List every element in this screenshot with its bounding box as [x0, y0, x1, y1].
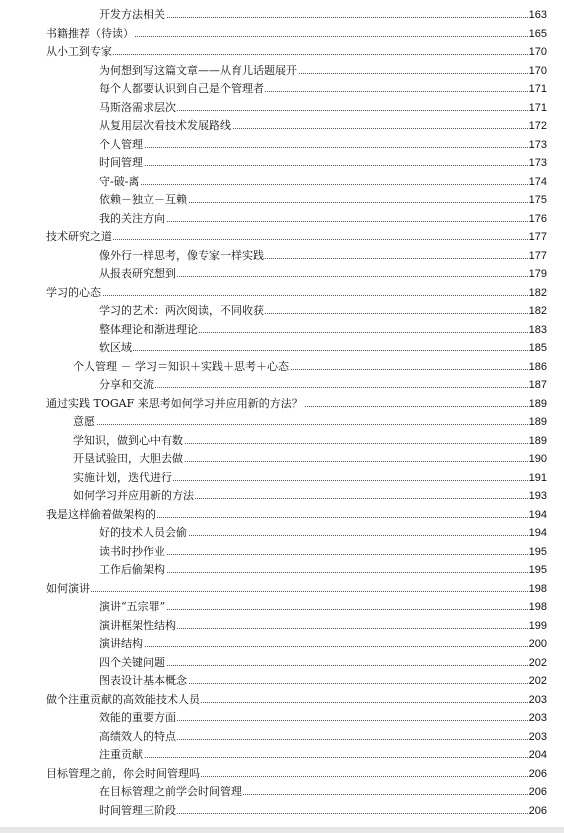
toc-entry-title[interactable]: 通过实践 TOGAF 来思考如何学习并应用新的方法？	[46, 395, 304, 414]
toc-entry[interactable]	[0, 210, 564, 229]
toc-entry-title[interactable]: 开垦试验田，大胆去做	[73, 450, 184, 469]
toc-page-number[interactable]: 183	[528, 321, 547, 340]
toc-dot-leader	[99, 757, 540, 758]
toc-page-number[interactable]: 182	[528, 302, 547, 321]
toc-entry-title[interactable]: 时间管理	[99, 154, 144, 173]
toc-entry-title[interactable]: 从复用层次看技术发展路线	[99, 117, 232, 136]
toc-entry-title[interactable]: 马斯洛需求层次	[99, 99, 177, 118]
toc-page-number[interactable]: 206	[528, 765, 547, 784]
toc-entry-title[interactable]: 软区域	[99, 339, 133, 358]
toc-page-number[interactable]: 189	[528, 432, 547, 451]
page-bottom-edge	[0, 827, 564, 833]
toc-entry-title[interactable]: 工作后偷架构	[99, 561, 166, 580]
toc-dot-leader	[46, 239, 540, 240]
toc-entry[interactable]	[0, 62, 564, 81]
toc-page-number[interactable]: 187	[528, 376, 547, 395]
toc-entry-title[interactable]: 演讲框架性结构	[99, 617, 177, 636]
toc-entry-title[interactable]: 实施计划，迭代进行	[73, 469, 173, 488]
toc-entry[interactable]	[0, 43, 564, 62]
table-of-contents	[0, 6, 564, 820]
toc-entry-title[interactable]: 我的关注方向	[99, 210, 166, 229]
toc-entry[interactable]	[0, 746, 564, 765]
toc-page-number[interactable]: 171	[528, 80, 547, 99]
toc-entry-title[interactable]: 图表设计基本概念	[99, 672, 188, 691]
toc-entry[interactable]	[0, 117, 564, 136]
toc-entry-title[interactable]: 如何演讲	[46, 580, 91, 599]
toc-entry[interactable]	[0, 413, 564, 432]
toc-entry[interactable]	[0, 302, 564, 321]
toc-page-number[interactable]: 170	[528, 62, 547, 81]
toc-page-number[interactable]: 186	[528, 358, 547, 377]
toc-entry[interactable]	[0, 6, 564, 25]
toc-entry-title[interactable]: 高绩效人的特点	[99, 728, 177, 747]
toc-entry-title[interactable]: 效能的重要方面	[99, 709, 177, 728]
toc-entry[interactable]	[0, 376, 564, 395]
toc-page-number[interactable]: 191	[528, 469, 547, 488]
toc-entry[interactable]	[0, 284, 564, 303]
toc-dot-leader	[99, 646, 540, 647]
toc-page-number[interactable]: 189	[528, 413, 547, 432]
toc-entry-title[interactable]: 在目标管理之前学会时间管理	[99, 783, 243, 802]
toc-page-number[interactable]: 190	[528, 450, 547, 469]
toc-dot-leader	[46, 54, 540, 55]
toc-entry-title[interactable]: 为何想到写这篇文章——从育儿话题展开	[99, 62, 298, 81]
toc-entry[interactable]	[0, 450, 564, 469]
toc-page-number[interactable]: 198	[528, 580, 547, 599]
toc-entry-title[interactable]: 个人管理 － 学习＝知识＋实践＋思考＋心态	[73, 358, 290, 377]
toc-dot-leader	[99, 350, 540, 351]
toc-entry[interactable]	[0, 469, 564, 488]
toc-page-number[interactable]: 203	[528, 728, 547, 747]
toc-page-number[interactable]: 171	[528, 99, 547, 118]
toc-entry-title[interactable]: 从小工到专家	[46, 43, 113, 62]
toc-entry[interactable]	[0, 524, 564, 543]
toc-entry[interactable]	[0, 672, 564, 691]
toc-entry[interactable]	[0, 728, 564, 747]
toc-entry-title[interactable]: 每个人都要认识到自己是个管理者	[99, 80, 265, 99]
toc-entry-title[interactable]: 开发方法相关	[99, 6, 166, 25]
toc-entry-title[interactable]: 四个关键问题	[99, 654, 166, 673]
toc-entry[interactable]	[0, 506, 564, 525]
toc-page-number[interactable]: 206	[528, 802, 547, 821]
toc-entry-title[interactable]: 我是这样偷着做架构的	[46, 506, 157, 525]
toc-page-number[interactable]: 175	[528, 191, 547, 210]
toc-entry-title[interactable]: 时间管理三阶段	[99, 802, 177, 821]
toc-page-number[interactable]: 203	[528, 709, 547, 728]
toc-entry[interactable]	[0, 543, 564, 562]
toc-entry[interactable]	[0, 25, 564, 44]
toc-page-number[interactable]: 199	[528, 617, 547, 636]
toc-entry-title[interactable]: 学习的心态	[46, 284, 102, 303]
toc-page-number[interactable]: 198	[528, 598, 547, 617]
toc-entry[interactable]	[0, 395, 564, 414]
toc-entry[interactable]	[0, 765, 564, 784]
toc-entry[interactable]	[0, 617, 564, 636]
toc-entry[interactable]	[0, 709, 564, 728]
toc-entry-title[interactable]: 依赖－独立－互赖	[99, 191, 188, 210]
toc-entry[interactable]	[0, 99, 564, 118]
toc-entry-title[interactable]: 注重贡献	[99, 746, 144, 765]
toc-page-number[interactable]: 195	[528, 543, 547, 562]
toc-page-number[interactable]: 185	[528, 339, 547, 358]
toc-entry-title[interactable]: 整体理论和渐进理论	[99, 321, 199, 340]
toc-entry[interactable]	[0, 265, 564, 284]
toc-entry-title[interactable]: 如何学习并应用新的方法	[73, 487, 195, 506]
toc-page-number[interactable]: 172	[528, 117, 547, 136]
toc-entry[interactable]	[0, 358, 564, 377]
toc-entry[interactable]	[0, 783, 564, 802]
toc-page-number[interactable]: 195	[528, 561, 547, 580]
toc-entry[interactable]	[0, 80, 564, 99]
toc-entry-title[interactable]: 学习的艺术：两次阅读，不同收获	[99, 302, 265, 321]
toc-entry-title[interactable]: 演讲结构	[99, 635, 144, 654]
toc-page-number[interactable]: 182	[528, 284, 547, 303]
toc-entry[interactable]	[0, 432, 564, 451]
toc-dot-leader	[99, 165, 540, 166]
toc-entry[interactable]	[0, 635, 564, 654]
toc-entry-title[interactable]: 分享和交流	[99, 376, 155, 395]
toc-entry-title[interactable]: 演讲“五宗罪”	[99, 598, 166, 617]
toc-dot-leader	[46, 591, 540, 592]
toc-entry-title[interactable]: 意愿	[73, 413, 96, 432]
toc-entry[interactable]	[0, 580, 564, 599]
toc-entry-title[interactable]: 技术研究之道	[46, 228, 113, 247]
toc-page-number[interactable]: 179	[528, 265, 547, 284]
toc-page-number[interactable]: 177	[528, 247, 547, 266]
toc-page-number[interactable]: 206	[528, 783, 547, 802]
toc-entry[interactable]	[0, 136, 564, 155]
toc-entry[interactable]	[0, 228, 564, 247]
toc-page-number[interactable]: 202	[528, 672, 547, 691]
toc-entry-title[interactable]: 学知识，做到心中有数	[73, 432, 184, 451]
toc-dot-leader	[46, 295, 540, 296]
toc-entry-title[interactable]: 个人管理	[99, 136, 144, 155]
toc-entry[interactable]	[0, 247, 564, 266]
toc-entry[interactable]	[0, 561, 564, 580]
toc-page-number[interactable]: 173	[528, 136, 547, 155]
toc-entry-title[interactable]: 像外行一样思考，像专家一样实践	[99, 247, 265, 266]
toc-dot-leader	[73, 424, 540, 425]
toc-page-number[interactable]: 202	[528, 654, 547, 673]
toc-page-number[interactable]: 194	[528, 506, 547, 525]
toc-page-number[interactable]: 163	[528, 6, 547, 25]
toc-entry-title[interactable]: 好的技术人员会偷	[99, 524, 188, 543]
toc-page-number[interactable]: 174	[528, 173, 547, 192]
toc-dot-leader	[99, 387, 540, 388]
toc-page-number[interactable]: 176	[528, 210, 547, 229]
toc-entry[interactable]	[0, 321, 564, 340]
toc-page-number[interactable]: 170	[528, 43, 547, 62]
toc-entry[interactable]	[0, 654, 564, 673]
toc-dot-leader	[99, 147, 540, 148]
toc-page-number[interactable]: 177	[528, 228, 547, 247]
toc-page-number[interactable]: 173	[528, 154, 547, 173]
toc-entry[interactable]	[0, 154, 564, 173]
toc-entry[interactable]	[0, 191, 564, 210]
toc-page-number[interactable]: 204	[528, 746, 547, 765]
toc-entry[interactable]	[0, 173, 564, 192]
toc-entry-title[interactable]: 目标管理之前，你会时间管理吗	[46, 765, 201, 784]
toc-page-number[interactable]: 203	[528, 691, 547, 710]
toc-entry-title[interactable]: 守-破-离	[99, 173, 140, 192]
toc-page-number[interactable]: 193	[528, 487, 547, 506]
toc-entry[interactable]	[0, 598, 564, 617]
toc-dot-leader	[99, 184, 540, 185]
toc-page-number[interactable]: 194	[528, 524, 547, 543]
toc-entry-title[interactable]: 做个注重贡献的高效能技术人员	[46, 691, 201, 710]
toc-entry-title[interactable]: 书籍推荐（待读）	[46, 25, 135, 44]
toc-page-number[interactable]: 165	[528, 25, 547, 44]
toc-page-number[interactable]: 200	[528, 635, 547, 654]
toc-entry[interactable]	[0, 487, 564, 506]
toc-entry[interactable]	[0, 339, 564, 358]
toc-entry[interactable]	[0, 691, 564, 710]
toc-entry-title[interactable]: 读书时抄作业	[99, 543, 166, 562]
toc-entry-title[interactable]: 从报表研究想到	[99, 265, 177, 284]
toc-page-number[interactable]: 189	[528, 395, 547, 414]
